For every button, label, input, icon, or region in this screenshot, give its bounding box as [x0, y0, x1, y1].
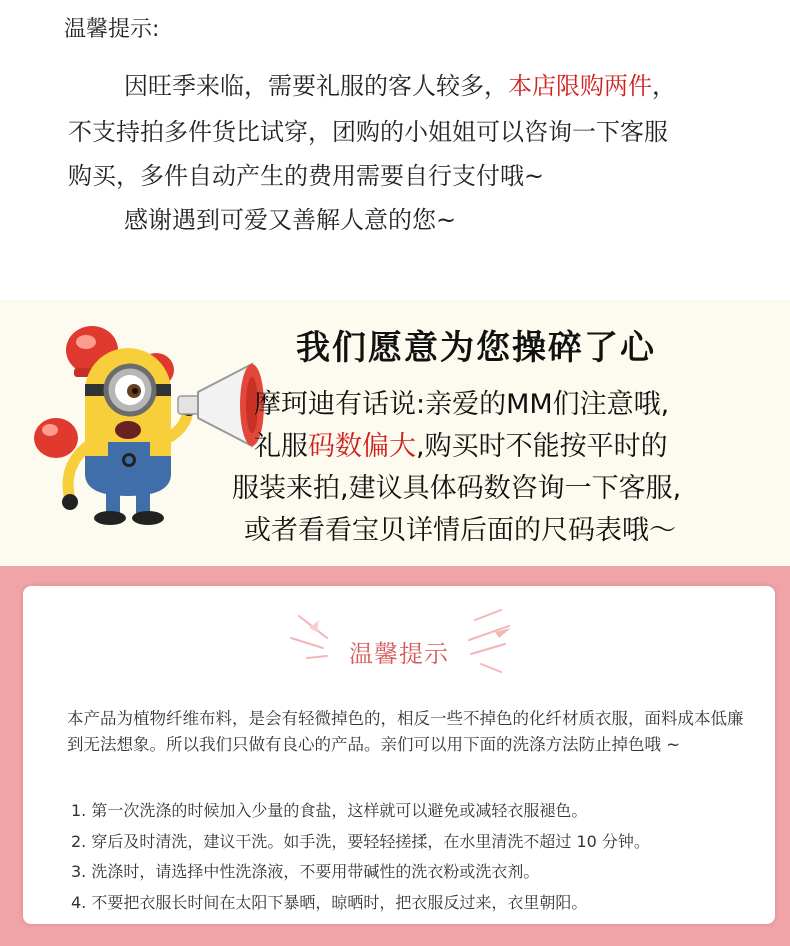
purchase-limit-highlight: 本店限购两件	[508, 72, 652, 100]
care-intro: 本产品为植物纤维布料，是会有轻微掉色的，相反一些不掉色的化纤材质衣服，面料成本低廉到无法想象。所以我们只做有良心的产品。亲们可以用下面的洗涤方法防止掉色哦 ~	[67, 709, 744, 754]
care-tips-section	[0, 566, 790, 946]
notice-text: ，	[652, 72, 676, 100]
minion-text: 礼服	[254, 431, 308, 462]
care-tips-card	[23, 586, 775, 924]
list-item: 3. 洗涤时，请选择中性洗涤液，不要用带碱性的洗衣粉或洗衣剂。	[71, 862, 540, 881]
list-item: 1. 第一次洗涤的时候加入少量的食盐，这样就可以避免或减轻衣服褪色。	[71, 801, 588, 820]
notice-line-4: 感谢遇到可爱又善解人意的您~	[124, 206, 457, 234]
notice-line-1	[124, 66, 676, 101]
minion-line-4: 或者看看宝贝详情后面的尺码表哦～	[244, 515, 676, 546]
minion-headline: 我们愿意为您操碎了心	[296, 328, 656, 368]
notice-line-2: 不支持拍多件货比试穿，团购的小姐姐可以咨询一下客服	[68, 118, 668, 146]
care-steps-list	[71, 796, 650, 918]
minion-text: ,购买时不能按平时的	[416, 431, 668, 462]
notice-text: 因旺季来临，需要礼服的客人较多，	[124, 72, 508, 100]
minion-line-3: 服装来拍,建议具体码数咨询一下客服,	[232, 473, 682, 504]
notice-line-3: 购买，多件自动产生的费用需要自行支付哦~	[68, 162, 545, 190]
list-item: 2. 穿后及时清洗，建议干洗。如手洗，要轻轻搓揉，在水里清洗不超过 10 分钟。	[71, 831, 650, 851]
notice-heading: 温馨提示:	[64, 17, 160, 42]
list-item: 4. 不要把衣服长时间在太阳下暴晒，晾晒时，把衣服反过来，衣里朝阳。	[71, 892, 588, 912]
minion-line-2	[254, 424, 668, 463]
megaphone-icon	[178, 364, 264, 446]
size-warning-highlight: 码数偏大	[308, 431, 416, 462]
minion-section	[0, 300, 790, 566]
minion-line-1: 摩珂迪有话说:亲爱的MM们注意哦,	[254, 389, 670, 420]
top-notice-section	[0, 0, 790, 300]
siren-icon	[34, 418, 78, 458]
care-tips-title: 温馨提示	[349, 640, 449, 668]
